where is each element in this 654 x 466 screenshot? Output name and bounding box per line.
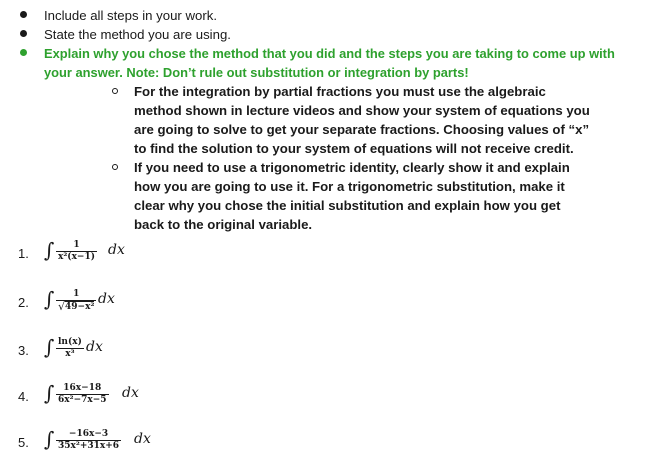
denominator: x³ <box>65 349 75 359</box>
differential: dx <box>86 339 103 355</box>
radical-icon: √ <box>58 300 66 313</box>
integral-sign: ∫ <box>44 427 55 451</box>
denominator: 6x²−7x−5 <box>58 395 107 405</box>
bullet-icon <box>20 49 27 56</box>
problem-2 <box>18 289 318 319</box>
square-root <box>58 301 94 312</box>
differential: dx <box>134 431 151 447</box>
differential: dx <box>122 385 139 401</box>
fraction <box>56 240 97 263</box>
instruction-list <box>0 6 654 234</box>
denominator <box>56 301 96 314</box>
problem-number: 3. <box>18 343 29 358</box>
numerator: ln(x) <box>58 337 82 347</box>
sub-instruction-list <box>44 82 634 234</box>
circle-bullet-icon <box>112 164 118 170</box>
bullet-icon <box>20 30 27 37</box>
problem-1 <box>18 240 318 270</box>
sub-instruction-item <box>44 82 634 158</box>
problem-number: 4. <box>18 389 29 404</box>
fraction <box>56 337 84 360</box>
numerator: 16x−18 <box>63 383 102 393</box>
instruction-text: State the method you are using. <box>44 27 231 42</box>
instruction-text: Explain why you chose the method that you did and the steps you are taking to come up with your answer. Note: Don’t rule out substitution or integration by parts! <box>44 46 615 80</box>
circle-bullet-icon <box>112 88 118 94</box>
denominator: x²(x−1) <box>58 252 95 262</box>
numerator: 1 <box>73 289 80 299</box>
fraction <box>56 429 121 452</box>
sub-instruction-text: For the integration by partial fractions you must use the algebraic method shown in lecture videos and show your system of equations you are going to solve to get your separate fractions. Choosing values of “x” to find the solution to your system of equations will not receive credit. <box>134 84 590 156</box>
instruction-text: Include all steps in your work. <box>44 8 217 23</box>
differential: dx <box>98 291 115 307</box>
denominator: 35x²+31x+6 <box>58 441 120 451</box>
problem-number: 1. <box>18 246 29 261</box>
radicand: 49−x² <box>65 302 95 312</box>
numerator: 1 <box>73 240 80 250</box>
problem-5 <box>18 429 318 459</box>
instruction-item <box>0 6 654 25</box>
fraction <box>56 383 109 406</box>
integral-sign: ∫ <box>44 238 55 262</box>
fraction <box>56 289 96 314</box>
integral-sign: ∫ <box>44 335 55 359</box>
sub-instruction-item <box>44 158 634 234</box>
bullet-icon <box>20 11 27 18</box>
numerator: −16x−3 <box>68 429 109 439</box>
problem-number: 2. <box>18 295 29 310</box>
problem-number: 5. <box>18 435 29 450</box>
instruction-item <box>0 25 654 44</box>
integral-sign: ∫ <box>44 381 55 405</box>
sub-instruction-text: If you need to use a trigonometric identity, clearly show it and explain how you are going to use it. For a trigonometric substitution, make it clear why you chose the initial substitution and explain how you get back to the original variable. <box>134 160 570 232</box>
integral-sign: ∫ <box>44 287 55 311</box>
instruction-item-emphasis <box>0 44 654 234</box>
differential: dx <box>108 242 125 258</box>
problem-4 <box>18 383 318 413</box>
problem-3 <box>18 337 318 367</box>
